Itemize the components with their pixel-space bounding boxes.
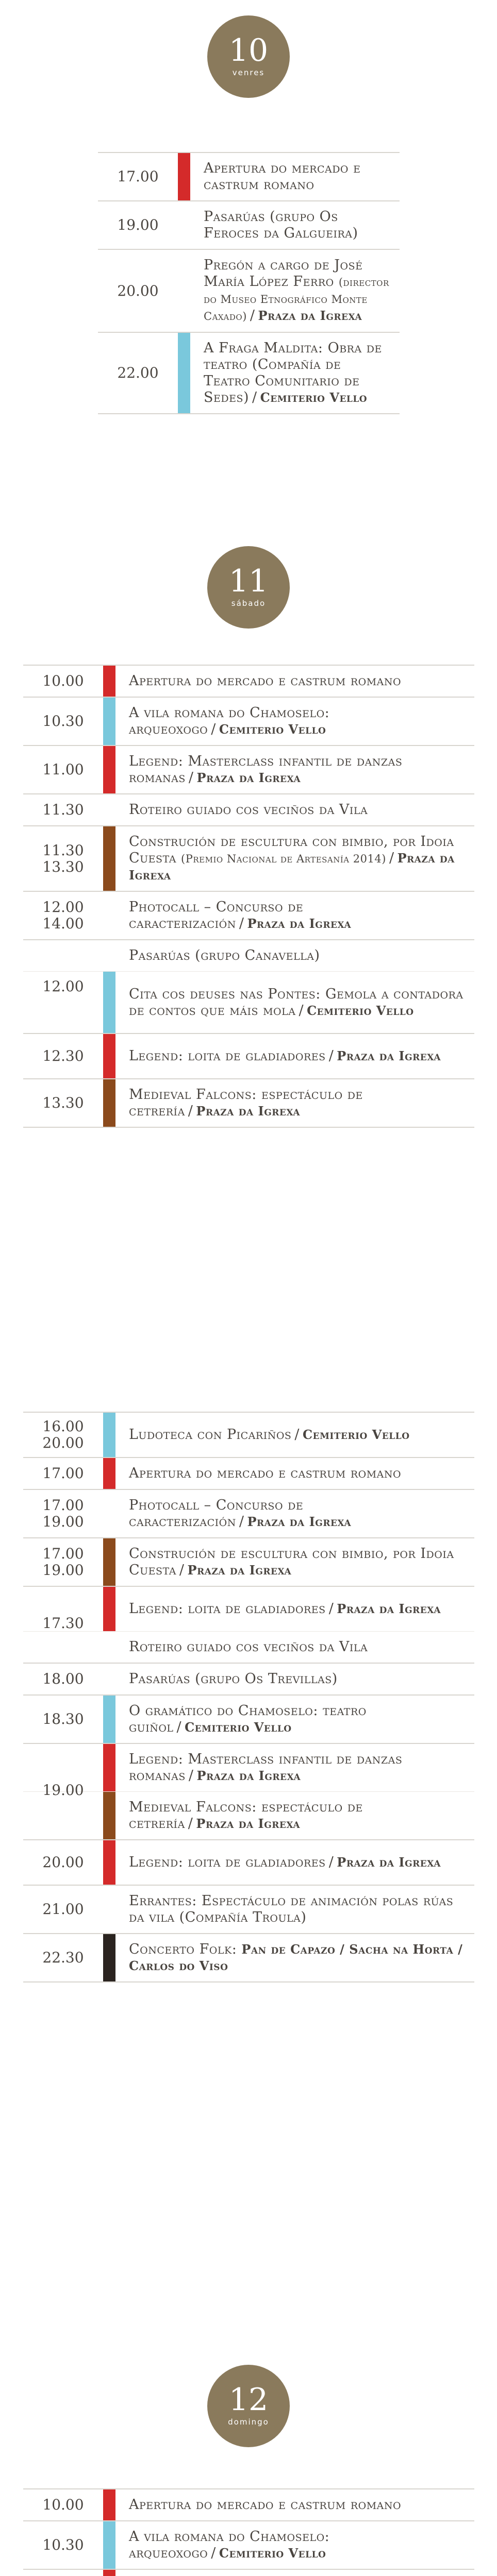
event-venue: Praza da Igrexa <box>196 1104 301 1118</box>
category-bar <box>103 2521 115 2569</box>
event-title: Construción de escultura con bimbio, por Idoia Cuesta <box>129 834 454 866</box>
schedule-row <box>23 1078 474 1128</box>
event-venue: Cemiterio Vello <box>219 722 326 737</box>
event-performers: Pan de Capazo / Sacha na Horta / Carlos do Viso <box>129 1942 463 1973</box>
event-venue: Cemiterio Vello <box>219 2546 326 2561</box>
category-bar <box>103 1632 115 1663</box>
category-bar <box>103 1696 115 1743</box>
time-value: 19.00 <box>42 1562 84 1579</box>
time-cell <box>23 1886 103 1933</box>
time-cell <box>23 794 103 825</box>
category-bar <box>178 333 190 413</box>
schedule-block <box>98 152 400 414</box>
event-title: Apertura do mercado e castrum romano <box>129 673 402 689</box>
time-value: 10.30 <box>42 713 84 730</box>
event-title: Roteiro guiado cos veciños da Vila <box>129 802 368 818</box>
category-bar <box>103 1840 115 1885</box>
time-cell <box>23 1840 103 1885</box>
event-cell <box>115 2489 474 2520</box>
category-bar <box>103 1792 115 1839</box>
category-bar <box>103 794 115 825</box>
venue-separator: / <box>239 1514 244 1530</box>
category-bar <box>103 1934 115 1981</box>
category-bar <box>103 1886 115 1933</box>
schedule-row <box>23 1933 474 1982</box>
category-bar <box>103 2570 115 2576</box>
day-weekday: domingo <box>228 2417 269 2427</box>
category-bar <box>103 1079 115 1127</box>
venue-separator: / <box>294 1427 300 1443</box>
day-number: 11 <box>228 563 269 599</box>
event-venue: Praza da Igrexa <box>247 1514 352 1529</box>
event-venue: Praza da Igrexa <box>337 1048 441 1063</box>
time-value: 12.30 <box>42 1047 84 1064</box>
event-cell <box>190 250 400 332</box>
event-venue: Praza da Igrexa <box>129 851 455 883</box>
time-value: 10.00 <box>42 2496 84 2513</box>
category-bar <box>103 1744 115 1791</box>
schedule-row <box>23 793 474 825</box>
time-value: 20.00 <box>42 1854 84 1871</box>
time-cell <box>98 333 178 413</box>
schedule-row <box>23 2520 474 2569</box>
time-cell <box>98 250 178 332</box>
event-cell <box>115 1696 474 1743</box>
venue-separator: / <box>188 770 194 786</box>
time-cell <box>23 1934 103 1981</box>
event-subtitle: (director do Museo Etnográfico Monte Caxado) <box>204 276 389 323</box>
schedule-row <box>98 249 400 332</box>
schedule-row <box>23 2488 474 2520</box>
time-value: 18.00 <box>42 1670 84 1687</box>
time-cell <box>23 2570 103 2576</box>
event-cell <box>115 1413 474 1457</box>
event-title: Legend: Masterclass infantil de danzas romanas <box>129 1751 403 1784</box>
time-cell <box>98 201 178 249</box>
event-title: O gramático do Chamoselo: teatro guiñol <box>129 1703 367 1735</box>
time-cell <box>23 2489 103 2520</box>
event-venue: Praza da Igrexa <box>337 1601 441 1616</box>
category-bar <box>103 1458 115 1489</box>
time-cell <box>23 2521 103 2569</box>
time-cell <box>98 153 178 200</box>
time-cell <box>23 1664 103 1694</box>
time-value: 21.00 <box>42 1901 84 1918</box>
category-bar <box>103 666 115 697</box>
category-bar <box>103 1490 115 1537</box>
event-title: A vila romana do Chamoselo: arqueoxogo <box>129 705 330 737</box>
time-value: 22.30 <box>42 1949 84 1966</box>
schedule-row <box>23 2569 474 2576</box>
venue-separator: / <box>389 850 394 866</box>
day-number: 12 <box>228 2382 269 2418</box>
event-venue: Praza da Igrexa <box>187 1563 292 1578</box>
event-title: Legend: Masterclass infantil de danzas romanas <box>129 753 403 786</box>
event-cell <box>115 972 474 1033</box>
event-title: Pasarúas (grupo Os Trevillas) <box>129 1671 338 1687</box>
event-title: Concerto Folk: <box>129 1941 237 1957</box>
event-venue: Cemiterio Vello <box>185 1720 292 1735</box>
venue-separator: / <box>211 721 216 737</box>
venue-separator: / <box>211 2545 216 2561</box>
event-cell <box>115 1632 474 1663</box>
event-title: Pregón a cargo de José María López Ferro <box>204 257 363 290</box>
schedule-row <box>23 1489 474 1537</box>
time-value: 17.00 <box>117 168 159 185</box>
event-venue: Praza da Igrexa <box>196 1768 301 1783</box>
time-value: 18.30 <box>42 1710 84 1727</box>
venue-separator: / <box>179 1562 185 1578</box>
time-value: 17.00 <box>42 1497 84 1514</box>
time-value: 12.00 <box>42 899 84 916</box>
event-title: Medieval Falcons: espectáculo de cetrería <box>129 1087 363 1119</box>
category-bar <box>103 892 115 939</box>
day-number: 10 <box>228 32 269 69</box>
time-cell <box>23 826 103 891</box>
time-cell <box>23 1587 103 1660</box>
schedule-row <box>23 1033 474 1078</box>
category-bar <box>178 250 190 332</box>
day-weekday: venres <box>232 68 265 77</box>
event-title: Pasarúas (grupo Os Feroces da Galgueira) <box>204 209 358 241</box>
event-venue: Praza da Igrexa <box>337 1855 441 1870</box>
schedule-row <box>23 1694 474 1743</box>
event-subtitle: (Premio Nacional de Artesanía 2014) <box>181 853 386 865</box>
category-bar <box>103 1413 115 1457</box>
venue-separator: / <box>252 389 257 405</box>
event-cell <box>115 1744 474 1791</box>
schedule-block <box>23 665 474 1128</box>
time-value: 19.00 <box>117 216 159 233</box>
day-weekday: sábado <box>231 599 266 608</box>
event-cell <box>115 826 474 891</box>
time-cell <box>23 1079 103 1127</box>
event-cell <box>115 746 474 793</box>
venue-separator: / <box>328 1048 334 1064</box>
event-cell <box>115 794 474 825</box>
schedule-row <box>23 1537 474 1586</box>
event-title: A vila romana do Chamoselo: arqueoxogo <box>129 2529 330 2561</box>
event-title: Ludoteca con Picariños <box>129 1427 292 1443</box>
schedule-row <box>23 1743 474 1799</box>
venue-separator: / <box>328 1601 334 1617</box>
event-cell <box>115 2570 474 2576</box>
event-title: Cita cos deuses nas Pontes: Gemola a contadora de contos que máis mola <box>129 986 463 1019</box>
event-title: Apertura do mercado e castrum romano <box>204 160 361 193</box>
event-cell <box>115 1538 474 1586</box>
time-cell <box>23 940 103 1033</box>
event-cell <box>190 153 400 200</box>
event-title: Medieval Falcons: espectáculo de cetrería <box>129 1799 363 1832</box>
schedule-row <box>23 1586 474 1631</box>
event-venue: Praza da Igrexa <box>196 1816 301 1831</box>
time-value: 13.30 <box>42 858 84 875</box>
time-cell <box>23 746 103 793</box>
event-venue: Praza da Igrexa <box>258 308 362 323</box>
event-cell <box>115 1840 474 1885</box>
schedule-block <box>23 1412 474 1982</box>
event-title: Photocall – Concurso de caracterización <box>129 899 304 931</box>
category-bar <box>103 1664 115 1694</box>
event-venue: Cemiterio Vello <box>307 1003 414 1018</box>
category-bar <box>178 153 190 200</box>
time-value: 10.30 <box>42 2536 84 2553</box>
event-cell <box>115 1587 474 1631</box>
event-title: Apertura do mercado e castrum romano <box>129 1465 402 1481</box>
event-cell <box>115 1886 474 1933</box>
schedule-row <box>23 939 474 995</box>
category-bar <box>103 826 115 891</box>
time-value: 13.30 <box>42 1094 84 1111</box>
event-title: Construción de escultura con bimbio, por Idoia Cuesta <box>129 1546 454 1578</box>
event-cell <box>115 1490 474 1537</box>
event-cell <box>115 698 474 745</box>
time-cell <box>23 1744 103 1837</box>
event-venue: Cemiterio Vello <box>303 1427 410 1442</box>
schedule-row <box>23 745 474 793</box>
venue-separator: / <box>188 1768 194 1784</box>
schedule-block <box>23 2488 474 2576</box>
schedule-row <box>23 665 474 697</box>
venue-separator: / <box>188 1816 193 1832</box>
time-cell <box>23 698 103 745</box>
event-cell <box>115 892 474 939</box>
schedule-row <box>23 825 474 891</box>
time-cell <box>23 1696 103 1743</box>
time-value: 12.00 <box>42 978 84 995</box>
event-title: Photocall – Concurso de caracterización <box>129 1497 304 1530</box>
day-badge <box>207 546 290 629</box>
event-title: A Fraga Maldita: Obra de teatro (Compañía de Teatro Comunitario de Sedes) <box>204 340 382 405</box>
time-cell <box>23 1034 103 1078</box>
event-cell <box>115 940 474 971</box>
venue-separator: / <box>250 308 255 324</box>
event-cell <box>190 333 400 413</box>
event-title: Apertura do mercado e castrum romano <box>129 2497 402 2513</box>
event-title: Legend: loita de gladiadores <box>129 1601 326 1617</box>
time-value: 14.00 <box>42 915 84 932</box>
time-value: 17.30 <box>42 1615 84 1632</box>
event-cell <box>115 666 474 697</box>
schedule-row <box>98 152 400 200</box>
event-cell <box>115 2521 474 2569</box>
schedule-row <box>23 697 474 745</box>
time-value: 17.00 <box>42 1545 84 1562</box>
category-bar <box>103 1538 115 1586</box>
category-bar <box>103 972 115 1033</box>
time-value: 11.30 <box>42 801 84 818</box>
category-bar <box>103 1587 115 1631</box>
venue-separator: / <box>299 1002 304 1019</box>
time-value: 11.00 <box>42 761 84 778</box>
time-value: 16.00 <box>42 1418 84 1435</box>
event-title: Roteiro guiado cos veciños da Vila <box>129 1639 368 1655</box>
event-cell <box>115 1034 474 1078</box>
venue-separator: / <box>239 916 244 931</box>
time-cell <box>23 892 103 939</box>
time-cell <box>23 1538 103 1586</box>
day-badge <box>207 2365 290 2447</box>
venue-separator: / <box>328 1854 334 1870</box>
event-title: Legend: loita de gladiadores <box>129 1048 326 1064</box>
event-venue: Praza da Igrexa <box>247 916 352 931</box>
event-cell <box>115 1792 474 1839</box>
time-value: 22.00 <box>117 364 159 381</box>
venue-separator: / <box>176 1719 182 1735</box>
time-value: 19.00 <box>42 1513 84 1530</box>
schedule-row <box>98 200 400 249</box>
event-cell <box>115 1934 474 1981</box>
event-title: Errantes: Espectáculo de animación polas rúas da vila (Compañía Troula) <box>129 1893 454 1925</box>
event-cell <box>190 201 400 249</box>
category-bar <box>103 2489 115 2520</box>
time-value: 20.00 <box>117 282 159 299</box>
schedule-row <box>23 1885 474 1933</box>
category-bar <box>178 201 190 249</box>
time-value: 11.30 <box>42 841 84 859</box>
time-cell <box>23 1458 103 1489</box>
category-bar <box>103 698 115 745</box>
schedule-row <box>23 1839 474 1885</box>
category-bar <box>103 746 115 793</box>
event-cell <box>115 1458 474 1489</box>
event-title: Pasarúas (grupo Canavella) <box>129 947 320 963</box>
time-value: 19.00 <box>42 1782 84 1799</box>
time-cell <box>23 666 103 697</box>
day-badge <box>207 15 290 98</box>
schedule-row <box>23 1663 474 1694</box>
time-cell <box>23 1490 103 1537</box>
time-value: 10.00 <box>42 672 84 689</box>
time-value: 20.00 <box>42 1434 84 1451</box>
category-bar <box>103 940 115 971</box>
venue-separator: / <box>188 1103 193 1119</box>
schedule-row <box>23 1412 474 1457</box>
schedule-row <box>23 891 474 939</box>
schedule-row <box>98 332 400 414</box>
event-cell <box>115 1664 474 1694</box>
event-venue: Cemiterio Vello <box>260 390 368 405</box>
event-cell <box>115 1079 474 1127</box>
category-bar <box>103 1034 115 1078</box>
event-venue: Praza da Igrexa <box>196 770 301 785</box>
event-title: Legend: loita de gladiadores <box>129 1854 326 1870</box>
schedule-row <box>23 1457 474 1489</box>
time-value: 17.00 <box>42 1465 84 1482</box>
time-cell <box>23 1413 103 1457</box>
